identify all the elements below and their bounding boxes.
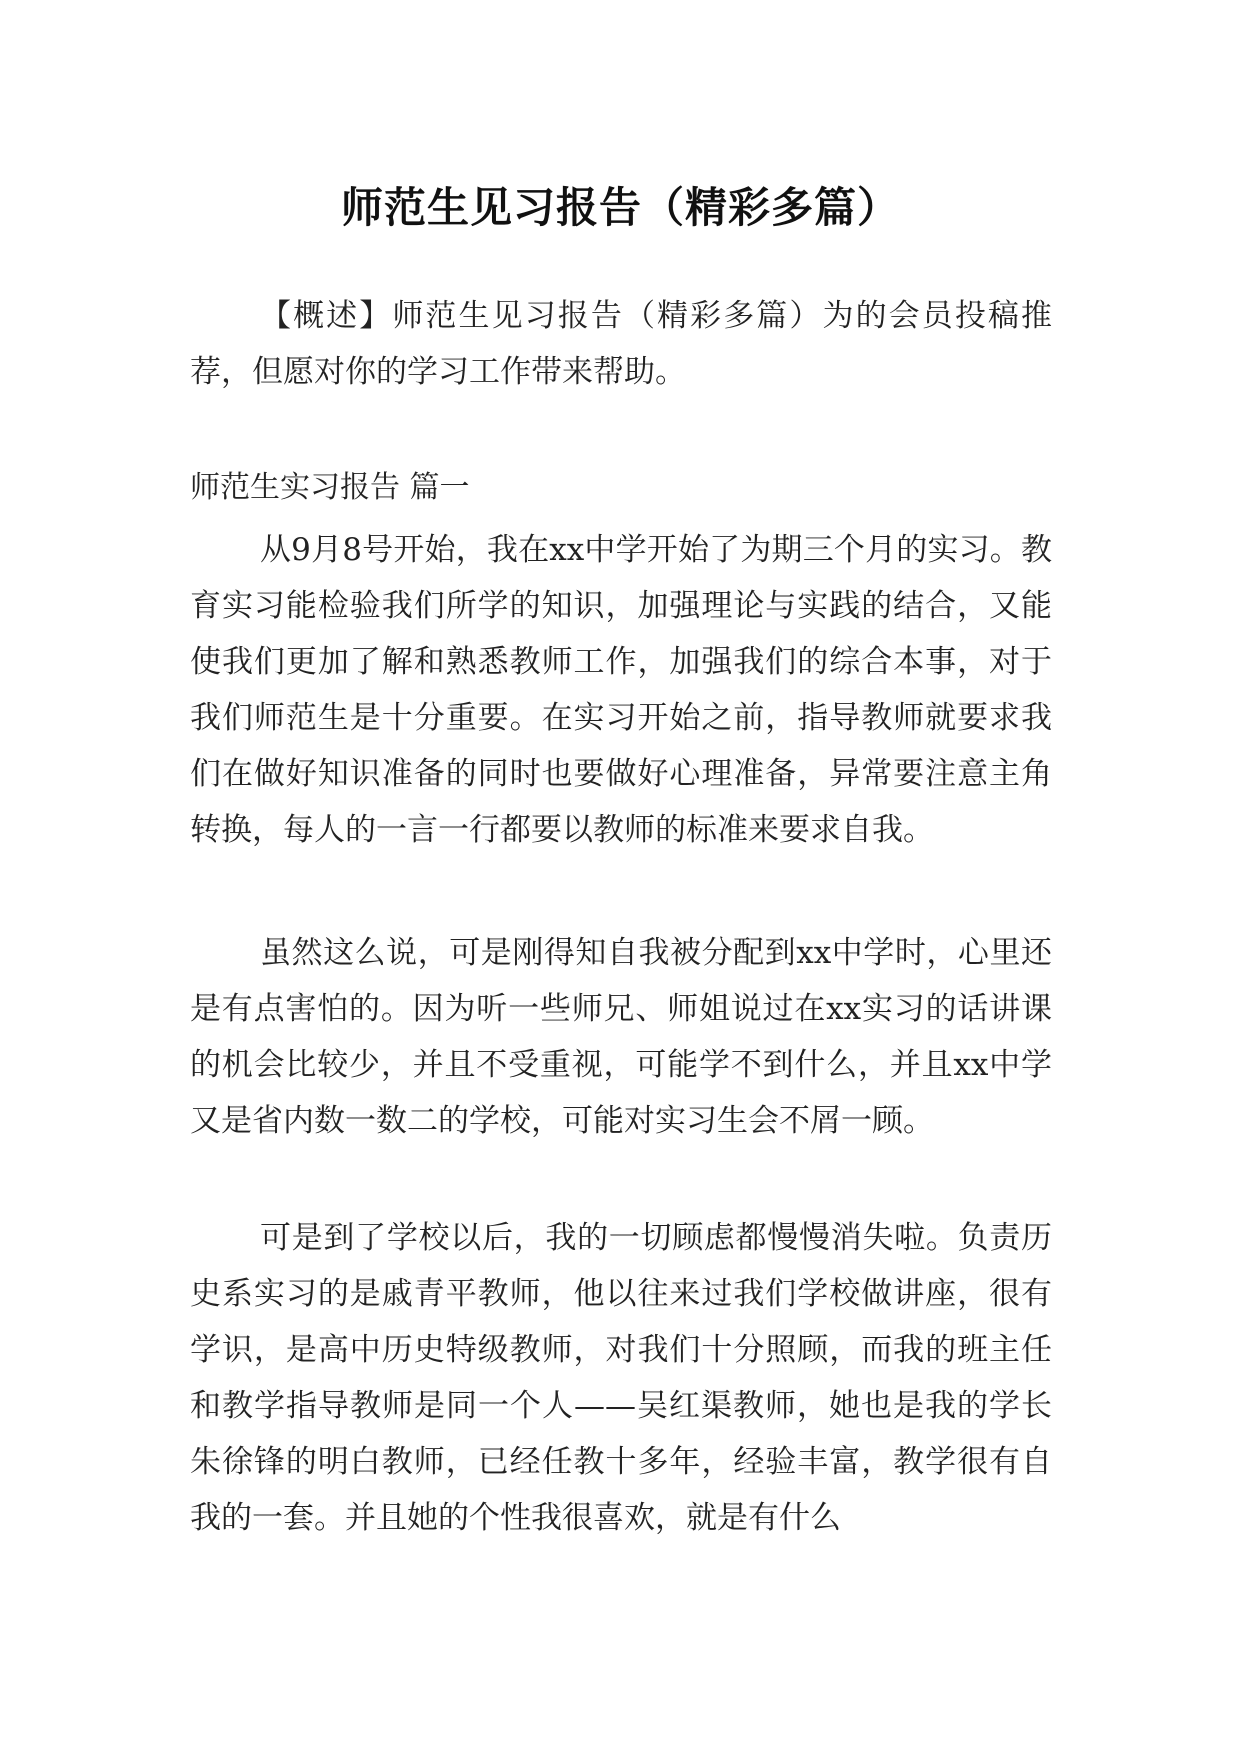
summary-paragraph: 【概述】师范生见习报告（精彩多篇）为的会员投稿推荐，但愿对你的学习工作带来帮助。	[190, 298, 1052, 390]
body-paragraph-3: 可是到了学校以后，我的一切顾虑都慢慢消失啦。负责历史系实习的是戚青平教师，他以往来过我们学校做讲座，很有学识，是高中历史特级教师，对我们十分照顾，而我的班主任和教学指导教师是同一个人——吴红渠教师，她也是我的学长朱徐锋的明白教师，已经任教十多年，经验丰富，教学很有自我的一套。并且她的个性我很喜欢，就是有什么	[190, 1220, 1052, 1536]
body-paragraph-2: 虽然这么说，可是刚得知自我被分配到xx中学时，心里还是有点害怕的。因为听一些师兄、师姐说过在xx实习的话讲课的机会比较少，并且不受重视，可能学不到什么，并且xx中学又是省内数一数二的学校，可能对实习生会不屑一顾。	[190, 935, 1052, 1139]
body-paragraph-1: 从9月8号开始，我在xx中学开始了为期三个月的实习。教育实习能检验我们所学的知识，加强理论与实践的结合，又能使我们更加了解和熟悉教师工作，加强我们的综合本事，对于我们师范生是十分重要。在实习开始之前，指导教师就要求我们在做好知识准备的同时也要做好心理准备，异常要注意主角转换，每人的一言一行都要以教师的标准来要求自我。	[190, 532, 1052, 848]
document-title: 师范生见习报告（精彩多篇）	[340, 183, 900, 233]
section-heading: 师范生实习报告 篇一	[190, 470, 470, 505]
